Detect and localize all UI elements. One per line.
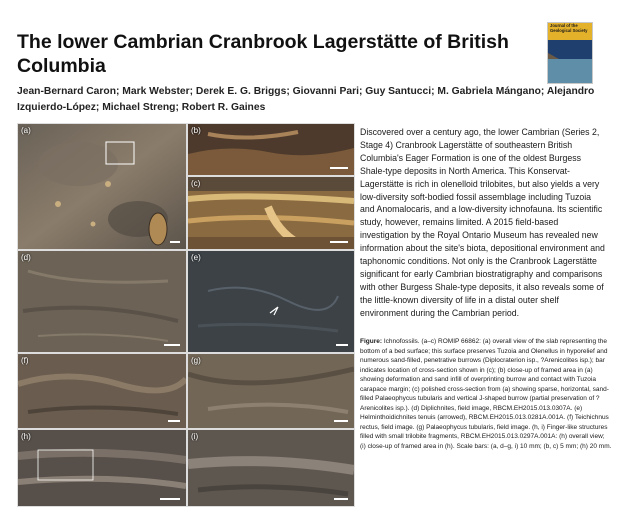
polished-cross-section-photo <box>188 177 354 249</box>
abstract-text: Discovered over a century ago, the lower Cambrian (Series 2, Stage 4) Cranbrook Lagerstätte of southeastern British Columbia's Eager Formation is one of the oldest Burgess Shale-type deposits in North America. This Konservat-Lagerstätte is rich in olenelloid trilobites, but also yields a very low-diversity soft-bodied fossil assemblage including Tuzoia and Anomalocaris, and a low-diversity ichnofauna. Its scientific study, however, remains limited. A 2015 field-based investigation by the Royal Ontario Museum has revealed new information about the site's biota, depositional environment and taphonomic conditions. Not only is the Cranbrook Lagerstätte significant for early Cambrian biostratigraphy and comparisons with other Burgess Shale-type deposits, it also reveals some of the little-known diversity of life in a distal outer shelf environment during the Cambrian period. <box>360 127 605 318</box>
scale-bar <box>330 167 348 169</box>
panel-label: (e) <box>191 253 201 262</box>
helminthoidichnites-photo <box>188 251 354 352</box>
figure-panel-b <box>187 123 355 176</box>
scale-bar <box>330 241 348 243</box>
panel-label: (h) <box>21 432 31 441</box>
cover-journal-title: Journal of the Geological Society <box>550 23 588 33</box>
finger-like-closeup-photo <box>188 430 354 506</box>
panel-label: (b) <box>191 126 201 135</box>
figure-caption <box>360 337 612 451</box>
panel-label: (a) <box>21 126 31 135</box>
scale-bar <box>164 344 180 346</box>
cover-sea-shape <box>548 59 592 83</box>
scale-bar <box>168 420 180 422</box>
figure-panel-c <box>187 176 355 250</box>
caption-label: Figure: <box>360 338 383 345</box>
scale-bar <box>334 498 348 500</box>
panel-label: (f) <box>21 356 29 365</box>
diplichnites-photo <box>18 251 186 352</box>
journal-cover-thumbnail <box>547 22 593 84</box>
palaeophycus-photo <box>188 354 354 428</box>
author-list: Jean-Bernard Caron; Mark Webster; Derek E. G. Briggs; Giovanni Pari; Guy Santucci; M. Gabriela Mángano; Alejandro Izquierdo-López; Michael Streng; Robert R. Gaines <box>17 86 595 113</box>
figure-panel-a <box>17 123 187 250</box>
panel-label: (d) <box>21 253 31 262</box>
panel-label: (g) <box>191 356 201 365</box>
article-title: The lower Cambrian Cranbrook Lagerstätte of British Columbia <box>17 31 509 77</box>
scale-bar <box>334 420 348 422</box>
teichichnus-photo <box>18 354 186 428</box>
scale-bar <box>170 241 180 243</box>
figure-panel-f <box>17 353 187 429</box>
panel-label: (c) <box>191 179 201 188</box>
panel-label: (i) <box>191 432 199 441</box>
figure-panel-g <box>187 353 355 429</box>
caption-text: Ichnofossils. (a–c) ROMIP 66862: (a) overall view of the slab representing the bottom of a bed surface; this surface preserves Tuzoia and Olenellus in hyporelief and numerous sand-filled, penetrative burrows (Diplocraterion isp., ?Arenicolites isp.); bar indicates location of cross-section shown in (c); (b) close-up of framed area in (a) showing deformation and sand infill of overprinting burrow and contact with Tuzoia carapace margin; (c) polished cross-section from (a) showing sparse, horizontal, sand-filled Palaeophycus tubularis and vertical J-shaped burrow (partial preservation of ?Arenicolites isp.). (d) Diplichnites, field image, RBCM.EH2015.013.0307A. (e) Helminthoidichnites tenuis (arrowed), RBCM.EH2015.013.0281A.001A. (f) Teichichnus rectus, field image. (g) Palaeophycus tubularis, field image. (h, i) Finger-like structures filled with small trilobite fragments, RBCM.EH2015.013.0297A.001A: (h) overall view; (i) close-up of framed area in (h). Scale bars: (a, d–g, i) 10 mm; (b, c) 5 mm; (h) 20 mm. <box>360 338 612 450</box>
scale-bar <box>336 344 348 346</box>
finger-like-structures-photo <box>18 430 186 506</box>
figure-panel-e <box>187 250 355 353</box>
scale-bar <box>160 498 180 500</box>
figure-panel-h <box>17 429 187 507</box>
figure-panel-i <box>187 429 355 507</box>
figure-panel-d <box>17 250 187 353</box>
fossil-slab-photo <box>18 124 186 249</box>
